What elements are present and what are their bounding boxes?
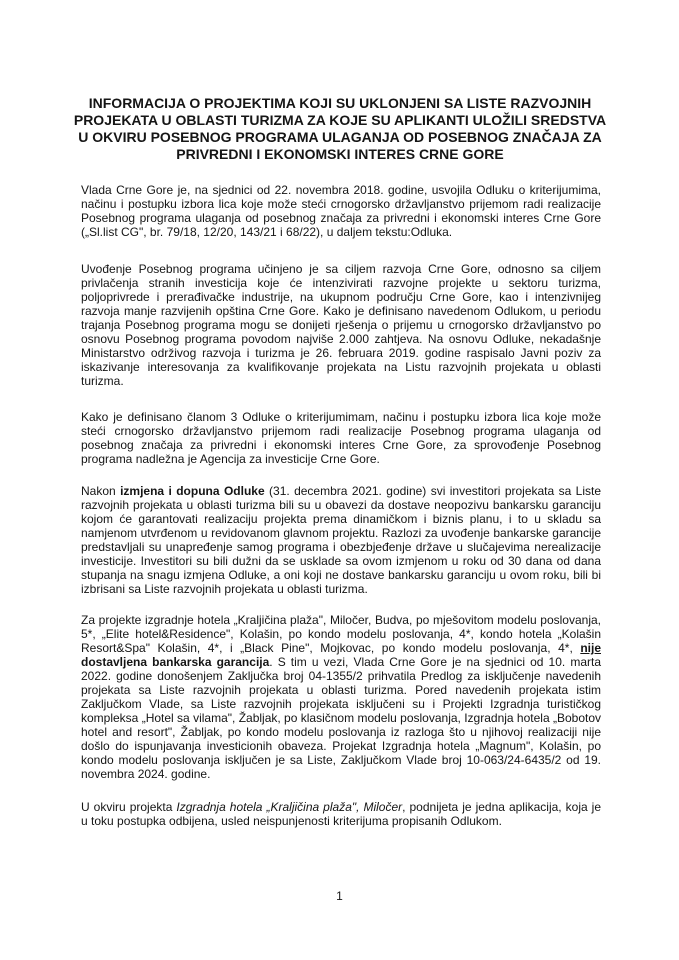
bold-text: izmjena i dopuna Odluke [120, 484, 265, 498]
title-line: PRIVREDNI I EKONOMSKI INTERES CRNE GORE [176, 146, 504, 162]
text-line: Posebnog programa ulaganja od posebnog značaja za privredni i ekonomski interes Crne Gore [81, 211, 601, 225]
text-run: . S tim u vezi, Vlada Crne Gore je na sjednici od 10. marta [269, 655, 601, 669]
text-line: kondo modelu poslovanja isključen je sa Liste, Zaključkom Vlade broj 10-063/24-6435/2 od 19. [81, 753, 601, 767]
paragraph-3 [81, 410, 601, 466]
text-line: novembra 2024. godine. [81, 767, 211, 781]
italic-text: Izgradnja hotela „Kraljičina plaža", Miločer [176, 800, 403, 814]
text-line: 5*, „Elite hotel&Residence", Kolašin, po kondo modelu poslovanja, 4*, kondo hotela „Kolašin [81, 627, 601, 641]
text-line: poljoprivrede i prerađivačke industrije, na ukupnom području Crne Gore, kao i intenzivnijeg [81, 290, 601, 304]
text-line: kojom će garantovati realizaciju projekta prema dinamičkom i biznis planu, i to u skladu sa [81, 512, 601, 526]
text-line: Ministarstvo održivog razvoja i turizma je 26. februara 2019. godine raspisalo Javni poziv za [81, 346, 601, 360]
text-line: Kako je definisano članom 3 Odluke o kriterijumimam, načinu i postupku izbora lica koje može [81, 410, 601, 424]
document-title [60, 95, 620, 163]
text-run: Nakon [81, 484, 121, 498]
text-line [81, 655, 601, 669]
paragraph-6 [81, 800, 601, 828]
page-number: 1 [336, 889, 343, 903]
text-run: Resort&Spa" Kolašin, 4*, i „Black Pine", Mojkovac, po kondo modelu poslovanja, 4*, [81, 641, 581, 655]
paragraph-5 [81, 613, 601, 781]
text-line: osnovu Posebnog programa povodom najviše 2.000 zahtjeva. Na osnovu Odluke, nekadašnje [81, 332, 601, 346]
text-line: namjenom utvrđenom u revidovanom glavnom projektu. Razlozi za uvođenje bankarske garancije [81, 526, 601, 540]
text-line [81, 484, 601, 498]
text-line: 2022. godine donošenjem Zaključka broj 04-1355/2 prihvatila Predlog za isključenje navedenih [81, 669, 601, 683]
text-line: u toku postupka odbijena, usled neispunjenosti kriterijuma propisanih Odlukom. [81, 814, 502, 828]
text-line: stupanja na snagu izmjena Odluke, a oni koji ne dostave bankarsku garanciju u ovom roku, bili bi [81, 568, 601, 582]
bold-text: dostavljena bankarska garancija [81, 655, 270, 669]
text-run: , podnijeta je jedna aplikacija, koja je [402, 800, 602, 814]
text-line: Zaključkom Vlade, sa Liste razvojnih projekata isključeni su i Projekti Izgradnja turističkog [81, 697, 601, 711]
text-line: privlačenja stranih investicija koje će intenzivirati razvojne projekte u sektoru turizma, [81, 276, 601, 290]
paragraph-4 [81, 484, 601, 596]
text-line: razvoja manje razvijenih opština Crne Gore. Kako je definisano navedenom Odlukom, u periodu [81, 304, 601, 318]
text-line: izbrisani sa Liste razvojnih projekata u oblasti turizma. [81, 582, 368, 596]
text-line: programa nadležna je Agencija za investicije Crne Gore. [81, 452, 380, 466]
text-line: projekata sa Liste razvojnih projekata u oblasti turizma. Pored navedenih projekata istim [81, 683, 601, 697]
text-line: steći crnogorsko državljanstvo prijemom radi realizacije Posebnog programa ulaganja od [81, 424, 601, 438]
text-run: (31. decembra 2021. godine) svi investitori projekata sa Liste [264, 484, 601, 498]
title-line: U OKVIRU POSEBNOG PROGRAMA ULAGANJA OD POSEBNOG ZNAČAJA ZA [78, 129, 602, 145]
text-line: predstavljali su unapređenje samog programa i obezbjeđenje države u slučajevima nerealizacije [81, 540, 601, 554]
text-line: investicije. Investitori su bili dužni da se usklade sa ovom izmjenom u roku od 30 dana od dana [81, 554, 601, 568]
text-line: Vlada Crne Gore je, na sjednici od 22. novembra 2018. godine, usvojila Odluku o kriterijumima, [81, 183, 601, 197]
text-line: Uvođenje Posebnog programa učinjeno je sa ciljem razvoja Crne Gore, odnosno sa ciljem [81, 262, 601, 276]
text-run: U okviru projekta [81, 800, 177, 814]
text-line [81, 800, 601, 814]
paragraph-1 [81, 183, 601, 239]
text-line: kompleksa „Hotel sa vilama", Žabljak, po klasičnom modelu poslovanja, Izgradnja hotela „Bobotov [81, 711, 601, 725]
text-line: hotel and resort", Žabljak, po kondo modelu poslovanja iz razloga što u njihovoj realizaciji nije [81, 725, 601, 739]
bold-underlined-text: nije [580, 641, 601, 655]
text-line: razvojnih projekata u oblasti turizma bili su u obavezi da dostave neopozivu bankarsku garanciju [81, 498, 601, 512]
text-line: došlo do ispunjavanja investicionih obaveza. Projekat Izgradnja hotela „Magnum", Kolašin, po [81, 739, 601, 753]
text-line: („Sl.list CG", br. 79/18, 12/20, 143/21 i 68/22), u daljem tekstu:Odluka. [81, 225, 453, 239]
text-line: načinu i postupku izbora lica koje može steći crnogorsko državljanstvo prijemom radi realizacije [81, 197, 601, 211]
text-line: trajanja Posebnog programa mogu se donijeti rješenja o prijemu u crnogorsko državljanstvo po [81, 318, 601, 332]
text-line: turizma. [81, 374, 124, 388]
text-line: iskazivanje interesovanja za kvalifikovanje projekata na Listu razvojnih projekata u oblasti [81, 360, 601, 374]
paragraph-2 [81, 262, 601, 388]
title-line: INFORMACIJA O PROJEKTIMA KOJI SU UKLONJENI SA LISTE RAZVOJNIH [88, 95, 592, 111]
text-line: Za projekte izgradnje hotela „Kraljičina plaža", Miločer, Budva, po mješovitom modelu poslovanja, [81, 613, 601, 627]
text-line [81, 641, 601, 655]
title-line: PROJEKATA U OBLASTI TURIZMA ZA KOJE SU APLIKANTI ULOŽILI SREDSTVA [73, 112, 607, 128]
text-line: posebnog značaja za privredni i ekonomski interes Crne Gore, za sprovođenje Posebnog [81, 438, 601, 452]
